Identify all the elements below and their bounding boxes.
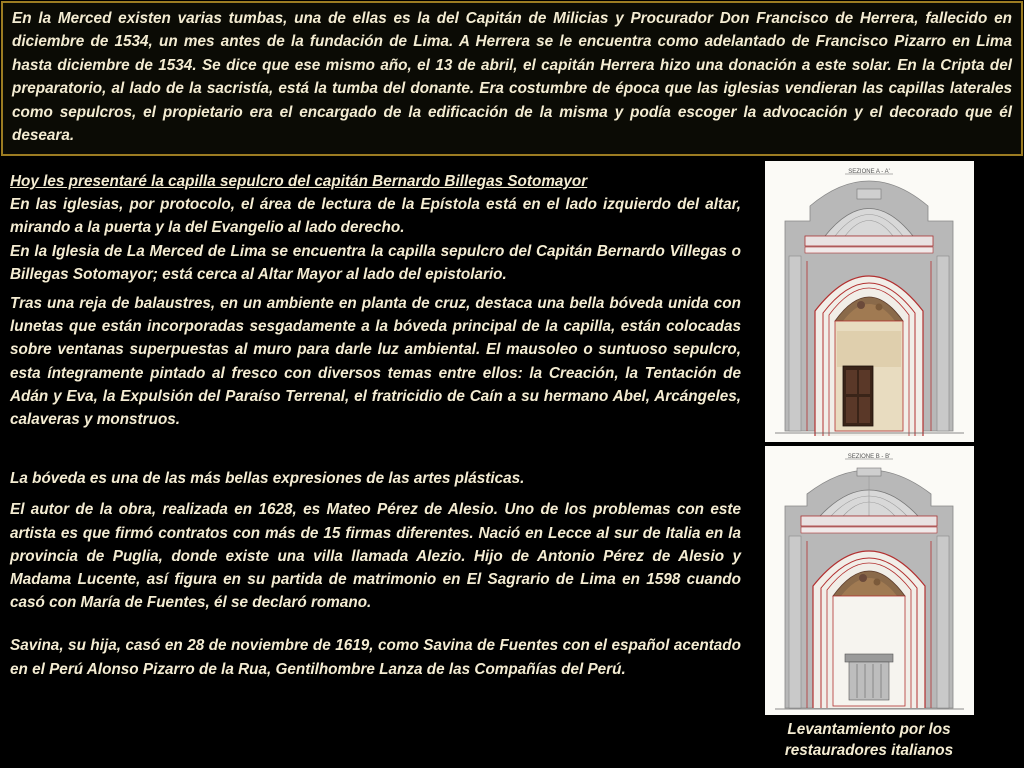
paragraph-epistola: En las iglesias, por protocolo, el área de lectura de la Epístola está en el lado izquierdo del altar, mirando a la puerta y la del Evangelio al lado derecho. [10,196,741,237]
article-heading: Hoy les presentaré la capilla sepulcro del capitán Bernardo Billegas Sotomayor [10,173,588,190]
section-b-label: SEZIONE B - B' [847,454,891,460]
section-drawing-b-svg [765,446,974,715]
paragraph-boveda-description: Tras una reja de balaustres, en un ambiente en planta de cruz, destaca una bella bóveda unida con lunetas que están incorporadas sesgadamente a la bóveda principal de la capilla, están colocadas sobre ventanas superpuestas al muro para darle luz ambiental. El mausoleo o suntuoso sepulcro, esta íntegramente pintado al fresco con diversos temas entre ellos: la Creación, la Tentación de Adán y Eva, la Expulsión del Paraíso Terrenal, el fratricidio de Caín a su hermano Abel, Arcángeles, calaveras y monstruos. [10,295,741,429]
section-drawing-b [765,446,974,715]
paragraph-author: El autor de la obra, realizada en 1628, es Mateo Pérez de Alesio. Uno de los problemas con este artista es que firmó contratos con más de 15 firmas diferentes. Nació en Lecce al sur de Italia en la provincia de Puglia, donde existe una villa llamada Alezio. Hijo de Antonio Pérez de Alesio y Madama Lucente, así figura en su partida de matrimonio en El Sagrario de Lima en 1598 cuando casó con María de Fuentes, él se declaró romano. [10,501,741,612]
section-drawing-a-svg [765,161,974,442]
section-a-label: SEZIONE A - A' [848,169,890,175]
paragraph-savina: Savina, su hija, casó en 28 de noviembre de 1619, como Savina de Fuentes con el español acentado en el Perú Alonso Pizarro de la Rua, Gentilhombre Lanza de las Compañías del Perú. [10,637,741,678]
section-drawing-a [765,161,974,442]
figure-caption [763,719,975,761]
intro-paragraph: En la Merced existen varias tumbas, una de ellas es la del Capitán de Milicias y Procurador Don Francisco de Herrera, fallecido en diciembre de 1534, un mes antes de la fundación de Lima. A Herrera se le encuentra como adelantado de Francisco Pizarro en Lima hasta diciembre de 1534. Se dice que ese mismo año, el 13 de abril, el capitán Herrera hizo una donación a este solar. En la Cripta del preparatorio, al lado de la sacristía, está la tumba del donante. Era costumbre de época que las iglesias vendieran las capillas laterales como sepulcros, el propietario era el encargado de la edificación de la misma y podía escoger la advocación y el decorado que él deseara. [12,10,1012,145]
article-body [10,170,741,681]
paragraph-capilla: En la Iglesia de La Merced de Lima se encuentra la capilla sepulcro del Capitán Bernardo Villegas o Billegas Sotomayor; está cerca al Altar Mayor al lado del epistolario. [10,242,741,283]
caption-line-1: Levantamiento por los [787,721,951,738]
paragraph-boveda-arts: La bóveda es una de las más bellas expresiones de las artes plásticas. [10,470,525,488]
intro-box [1,1,1023,156]
caption-line-2: restauradores italianos [784,742,954,759]
